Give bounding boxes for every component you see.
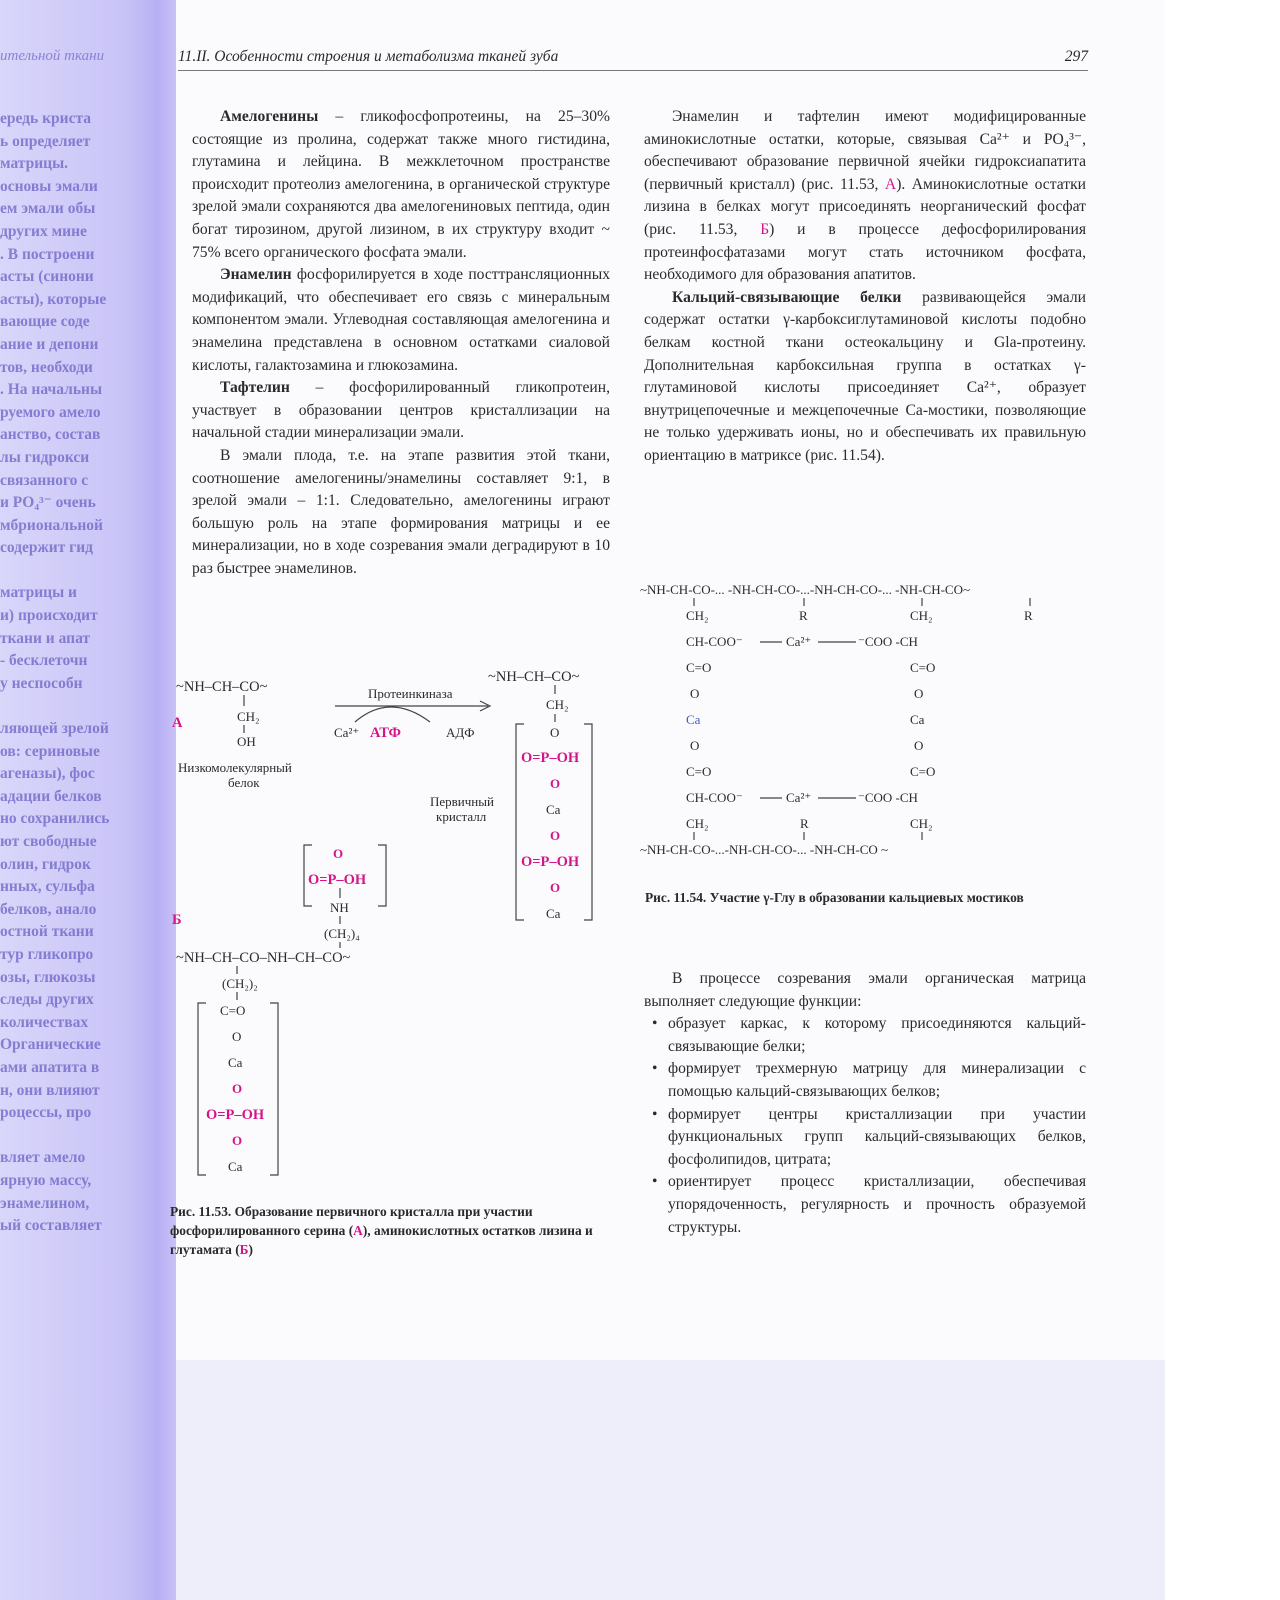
fig54-bottom-chain: ~NH-CH-CO-...-NH-CH-CO-... -NH-CH-CO ~: [640, 842, 889, 857]
svg-text:O: O: [550, 880, 561, 895]
spine-line: . В построени: [0, 245, 95, 263]
svg-text:O: O: [550, 828, 561, 843]
spine-line: тов, необходи: [0, 358, 93, 376]
svg-text:кристалл: кристалл: [436, 809, 487, 824]
svg-text:Ca²⁺: Ca²⁺: [786, 790, 812, 805]
spine-line: ярную массу,: [0, 1171, 92, 1189]
spine-line: адации белков: [0, 787, 102, 805]
spine-line: лы гидрокси: [0, 448, 90, 466]
spine-line: н, они влияют: [0, 1081, 100, 1099]
spine-line: у неспособн: [0, 674, 83, 692]
svg-text:⁻COO -CH: ⁻COO -CH: [858, 790, 918, 805]
spine-line: Органические: [0, 1036, 101, 1054]
svg-text:O=P–OH: O=P–OH: [521, 854, 580, 870]
spine-line: [0, 695, 140, 718]
spine-line: анство, состав: [0, 426, 101, 444]
svg-text:Ca²⁺: Ca²⁺: [334, 725, 360, 740]
spine-line: других мине: [0, 222, 87, 240]
spine-line: ов: сериновые: [0, 742, 100, 760]
svg-text:Ca: Ca: [228, 1055, 243, 1070]
svg-text:CH-COO⁻: CH-COO⁻: [686, 634, 743, 649]
fig53-primary-crystal-label: Первичный: [430, 794, 494, 809]
prev-page-text: [0, 108, 140, 1238]
svg-text:C=O: C=O: [686, 660, 712, 675]
svg-text:⁻COO -CH: ⁻COO -CH: [858, 634, 918, 649]
spine-line: остной ткани: [0, 923, 94, 941]
svg-text:O: O: [232, 1029, 242, 1044]
spine-line: олин, гидрок: [0, 855, 91, 873]
fig53-lys-glu-chain: ~NH–CH–CO–NH–CH–CO~: [176, 950, 351, 966]
spine-line: но сохранились: [0, 810, 110, 828]
svg-text:O: O: [914, 686, 924, 701]
spine-line: ами апатита в: [0, 1058, 100, 1076]
fig54-caption: Рис. 11.54. Участие γ-Глу в образовании кальциевых мостиков: [645, 890, 1024, 905]
spine-line: роцессы, про: [0, 1104, 92, 1122]
paragraph-tuftelin: Тафтелин – фосфорилированный гликопротеин, участвует в образовании центров кристаллизации на начальной стадии минерализации эмали.: [192, 379, 610, 442]
spine-line: ание и депони: [0, 335, 99, 353]
fig53-kinase-label: Протеинкиназа: [368, 686, 453, 701]
spine-line: агеназы), фос: [0, 765, 95, 783]
spine-line: озы, глюкозы: [0, 968, 96, 986]
spine-line: . На начальны: [0, 381, 103, 399]
previous-page-spine: [0, 0, 176, 1600]
spine-line: ляющей зрелой: [0, 720, 109, 738]
fig53-caption: Рис. 11.53. Образование первичного кристалла при участии фосфорилированного серина (А), аминокислотных остатков лизина и глутамата (Б): [170, 1204, 593, 1257]
functions-intro: В процессе созревания эмали органическая матрица выполняет следующие функции:: [644, 970, 1086, 1010]
fig53-lmw-protein-label: Низкомолекулярный: [178, 760, 292, 775]
matrix-functions: [644, 968, 1086, 1239]
spine-line: количествах: [0, 1013, 89, 1031]
fig54-top-chain: ~NH-CH-CO-... -NH-CH-CO-...-NH-CH-CO-... -NH-CH-CO~: [640, 582, 971, 597]
svg-text:O: O: [690, 686, 700, 701]
prev-page-header: ительной ткани: [0, 48, 105, 64]
paragraph-fetal-enamel: В эмали плода, т.е. на этапе развития этой ткани, соотношение амелогенины/энамелины составляет 9:1, в зрелой эмали – 1:1. Следовательно, амелогенины играют большую роль на этапе формирования матрицы и ее минерализации, но в ходе созревания эмали деградируют в 10 раз быстрее энамелинов.: [192, 446, 610, 577]
spine-line: руемого амело: [0, 403, 101, 421]
svg-text:Ca²⁺: Ca²⁺: [786, 634, 812, 649]
list-item: • образует каркас, к которому присоединяются кальций-связывающие белки;: [644, 1013, 1086, 1058]
left-column: [192, 106, 610, 580]
svg-text:CH₂: CH₂: [910, 816, 933, 831]
spine-line: содержит гид: [0, 539, 93, 557]
fig53-adp: АДФ: [446, 725, 475, 740]
spine-line: ый составляет: [0, 1217, 102, 1235]
spine-line: матрицы и: [0, 584, 77, 602]
spine-line: асты (синони: [0, 268, 94, 286]
running-header: [178, 48, 1088, 66]
svg-text:O: O: [550, 725, 560, 740]
svg-text:O: O: [690, 738, 700, 753]
spine-line: ют свободные: [0, 833, 97, 850]
spine-line: ткани и апат: [0, 629, 91, 647]
svg-text:C=O: C=O: [686, 764, 712, 779]
fig53-label-b: Б: [172, 912, 182, 928]
spine-line: вляет амело: [0, 1149, 86, 1167]
svg-text:O: O: [232, 1133, 243, 1148]
svg-text:белок: белок: [228, 775, 260, 790]
page-number: 297: [1064, 48, 1088, 65]
fig53-serine-chain: ~NH–CH–CO~: [176, 679, 268, 695]
spine-line: ь определяет: [0, 132, 91, 150]
paragraph-calcium-binding: Кальций-связывающие белки развивающейся эмали содержат остатки γ-карбоксиглутаминовой кислоты подобно белкам костной ткани остеокальцину и Gla-протеину. Дополнительная карбоксильная группа в остатках γ-глутаминовой кислоты присоединяет Ca²⁺, образует внутрицепочечные и межцепочечные Ca-мостики, позволяющие не только удерживать ионы, но и обеспечивать их правильную ориентацию в матриксе (рис. 11.54).: [644, 288, 1086, 464]
spine-line: тур гликопро: [0, 945, 94, 963]
svg-text:CH-COO⁻: CH-COO⁻: [686, 790, 743, 805]
right-column: [644, 106, 1086, 468]
svg-text:C=O: C=O: [220, 1003, 246, 1018]
svg-text:O: O: [550, 776, 561, 791]
spine-line: вающие соде: [0, 313, 90, 331]
svg-text:OH: OH: [237, 734, 256, 749]
spine-line: основы эмали: [0, 177, 98, 195]
svg-text:O: O: [914, 738, 924, 753]
spine-line: [0, 1125, 140, 1148]
svg-text:CH₂: CH₂: [546, 697, 569, 712]
svg-text:C=O: C=O: [910, 764, 936, 779]
spine-line: [0, 560, 140, 583]
svg-text:O=P–OH: O=P–OH: [521, 750, 580, 766]
spine-line: энамелином,: [0, 1194, 90, 1212]
term-amelogenins: Амелогенины: [220, 108, 319, 125]
functions-list: [644, 1013, 1086, 1239]
spine-line: - бесклеточн: [0, 652, 88, 670]
spine-line: мбриональной: [0, 516, 103, 534]
spine-line: асты), которые: [0, 290, 107, 308]
svg-text:NH: NH: [330, 900, 349, 915]
chapter-title: 11.II. Особенности строения и метаболизма тканей зуба: [178, 48, 559, 65]
svg-text:CH₂: CH₂: [237, 709, 260, 724]
paragraph-enamelin: Энамелин фосфорилируется в ходе посттрансляционных модификаций, что обеспечивает его связь с минеральным компонентом эмали. Углеводная составляющая амелогенина и энамелина представлена в основном остатками сиаловой кислоты, галактозамина и глюкозамина.: [192, 266, 610, 374]
spine-line: ем эмали обы: [0, 200, 96, 218]
term-enamelin: Энамелин: [220, 266, 292, 284]
svg-text:O: O: [333, 846, 344, 861]
svg-text:CH₂: CH₂: [910, 608, 933, 623]
spine-line: нных, сульфа: [0, 878, 95, 896]
list-item: • ориентирует процесс кристаллизации, обеспечивая упорядоченность, регулярность и прочность образуемой структуры.: [644, 1171, 1086, 1239]
fig53-phosphoserine-chain: ~NH–CH–CO~: [488, 669, 580, 685]
svg-text:Ca: Ca: [910, 712, 925, 727]
svg-text:CH₂: CH₂: [686, 816, 709, 831]
svg-text:R: R: [800, 816, 809, 831]
svg-text:Ca: Ca: [686, 712, 701, 727]
paragraph-amelogenins: Амелогенины – гликофосфопротеины, на 25–30% состоящие из пролина, содержат также много гистидина, глутамина и лейцина. В межклеточном пространстве происходит протеолиз амелогенина, в органической структуре зрелой эмали сохраняются два амелогениновых пептида, один богат тирозином, другой лизином, в их структуру входит ~ 75% всего органического фосфата эмали.: [192, 108, 610, 261]
term-calcium-binding-proteins: Кальций-связывающие белки: [672, 288, 902, 306]
svg-text:O=P–OH: O=P–OH: [308, 872, 367, 888]
svg-text:O: O: [232, 1081, 243, 1096]
spine-line: и PO₄³⁻ очень: [0, 494, 96, 512]
fig53-label-a: А: [172, 715, 183, 731]
svg-text:(CH₂)₄: (CH₂)₄: [324, 926, 360, 941]
spine-line: следы других: [0, 991, 94, 1009]
spine-line: матрицы.: [0, 155, 69, 173]
term-tuftelin: Тафтелин: [220, 379, 290, 397]
svg-text:Ca: Ca: [546, 906, 561, 921]
svg-text:O=P–OH: O=P–OH: [206, 1107, 265, 1123]
spine-line: белков, анало: [0, 900, 97, 918]
header-rule: [178, 70, 1088, 71]
spine-line: и) происходит: [0, 607, 98, 625]
svg-text:CH₂: CH₂: [686, 608, 709, 623]
svg-text:(CH₂)₂: (CH₂)₂: [222, 976, 258, 991]
svg-text:C=O: C=O: [910, 660, 936, 675]
paragraph-modified-residues: Энамелин и тафтелин имеют модифицированные аминокислотные остатки, которые, связывая Ca²⁺ и PO₄³⁻, обеспечивают образование первичной ячейки гидроксиапатита (первичный кристалл) (рис. 11.53, А). Аминокислотные остатки лизина в белках могут присоединять неорганический фосфат (рис. 11.53, Б) и в процессе дефосфорилирования протеинфосфатазами могут стать источником фосфата, необходимого для образования апатитов.: [644, 108, 1086, 284]
list-item: • формирует центры кристаллизации при участии функциональных групп кальций-связывающих белков, фосфолипидов, цитрата;: [644, 1104, 1086, 1172]
spine-line: ередь криста: [0, 110, 92, 127]
list-item: • формирует трехмерную матрицу для минерализации с помощью кальций-связывающих белков;: [644, 1058, 1086, 1103]
svg-text:R: R: [1024, 608, 1033, 623]
fig53-atp: АТФ: [370, 725, 402, 741]
spine-line: связанного с: [0, 471, 89, 489]
svg-text:Ca: Ca: [546, 802, 561, 817]
svg-text:Ca: Ca: [228, 1159, 243, 1174]
svg-text:R: R: [799, 608, 808, 623]
